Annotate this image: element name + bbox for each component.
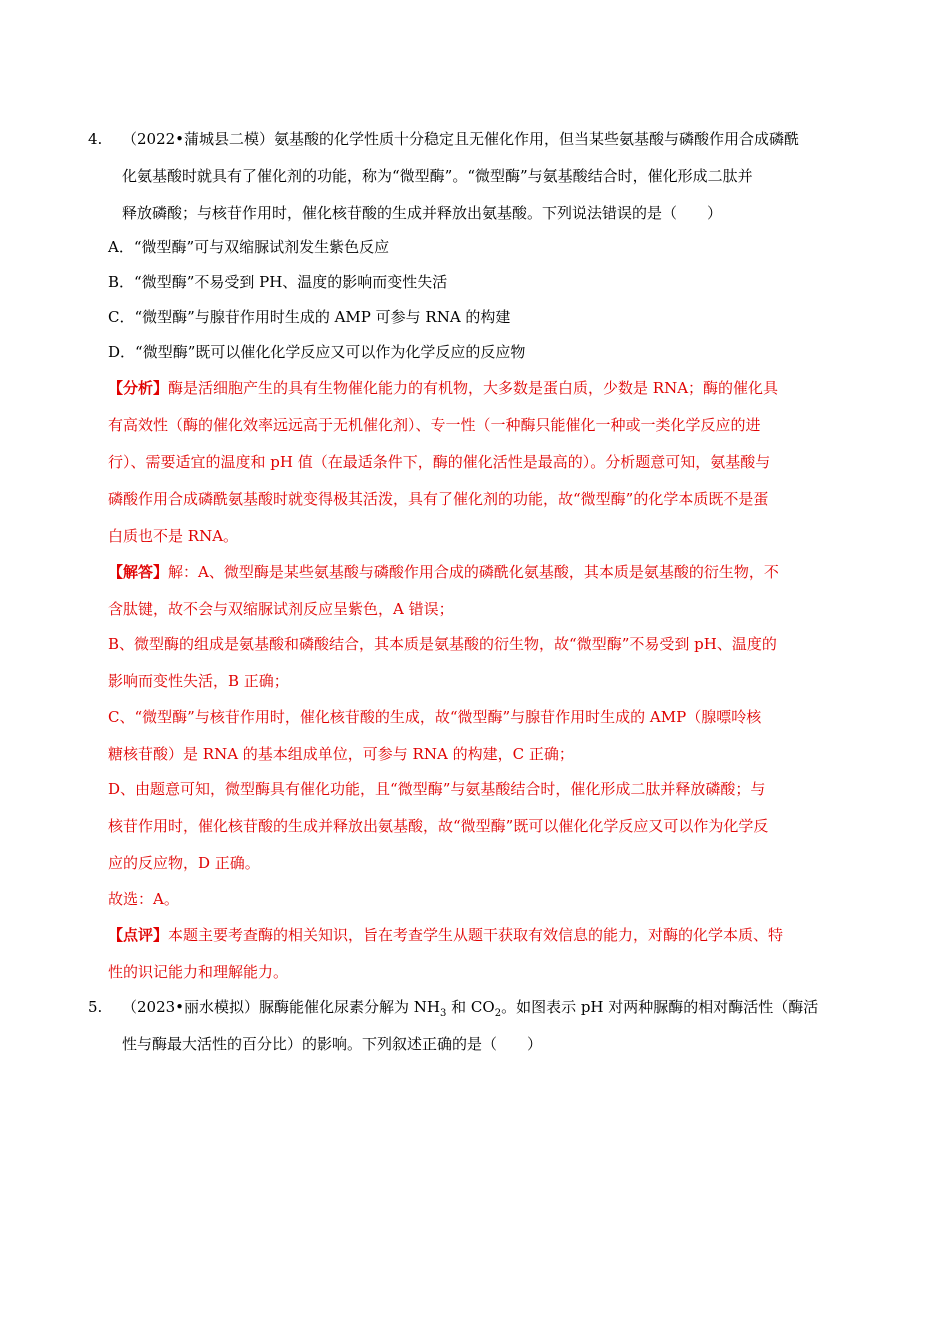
answer-tag: 【解答】 <box>108 563 169 581</box>
question-5-number: 5. <box>88 998 103 1016</box>
answer-choice: 故选：A。 <box>108 890 179 908</box>
option-d: D．“微型酶”既可以催化化学反应又可以作为化学反应的反应物 <box>108 343 526 361</box>
analysis-line-2: 有高效性（酶的催化效率远远高于无机催化剂）、专一性（一种酶只能催化一种或一类化学反应的进 <box>108 416 761 434</box>
question-4-stem-line-1: （2022•蒲城县二模）氨基酸的化学性质十分稳定且无催化作用，但当某些氨基酸与磷酸作用合成磷酰 <box>122 130 800 148</box>
analysis-line-3: 行）、需要适宜的温度和 pH 值（在最适条件下，酶的催化活性是最高的）。分析题意可知，氨基酸与 <box>108 453 771 471</box>
answer-line-5: C、“微型酶”与核苷作用时，催化核苷酸的生成，故“微型酶”与腺苷作用时生成的 AMP（腺嘌呤核 <box>108 708 762 726</box>
answer-line-1: 【解答】解：A、微型酶是某些氨基酸与磷酸作用合成的磷酰化氨基酸，其本质是氨基酸的衍生物，不 <box>108 563 779 581</box>
option-b: B．“微型酶”不易受到 PH、温度的影响而变性失活 <box>108 273 448 291</box>
question-4-stem-line-3: 释放磷酸；与核苷作用时，催化核苷酸的生成并释放出氨基酸。下列说法错误的是（ ） <box>122 204 723 222</box>
analysis-line-1: 【分析】酶是活细胞产生的具有生物催化能力的有机物，大多数是蛋白质，少数是 RNA；酶的催化具 <box>108 379 779 397</box>
answer-line-2: 含肽键，故不会与双缩脲试剂反应呈紫色，A 错误； <box>108 600 454 618</box>
answer-line-6: 糖核苷酸）是 RNA 的基本组成单位，可参与 RNA 的构建，C 正确； <box>108 745 574 763</box>
comment-line-2: 性的识记能力和理解能力。 <box>108 963 289 981</box>
analysis-line-4: 磷酸作用合成磷酰氨基酸时就变得极其活泼，具有了催化剂的功能，故“微型酶”的化学本质既不是蛋 <box>108 490 769 508</box>
answer-line-9: 应的反应物，D 正确。 <box>108 854 260 872</box>
question-5-stem-line-1: （2023•丽水模拟）脲酶能催化尿素分解为 $NH_3$ 和 $CO_2$。如图表示 pH 对两种脲酶的相对酶活性（酶活 <box>122 998 819 1019</box>
answer-line-4: 影响而变性失活，B 正确； <box>108 672 289 690</box>
analysis-line-5: 白质也不是 RNA。 <box>108 527 239 545</box>
question-4-stem-line-2: 化氨基酸时就具有了催化剂的功能，称为“微型酶”。“微型酶”与氨基酸结合时，催化形成二肽并 <box>122 167 753 185</box>
answer-line-3: B、微型酶的组成是氨基酸和磷酸结合，其本质是氨基酸的衍生物，故“微型酶”不易受到 pH、温度的 <box>108 635 777 653</box>
analysis-tag: 【分析】 <box>108 379 169 397</box>
comment-tag: 【点评】 <box>108 926 169 944</box>
answer-line-8: 核苷作用时，催化核苷酸的生成并释放出氨基酸，故“微型酶”既可以催化化学反应又可以作为化学反 <box>108 817 769 835</box>
question-5-stem-line-2: 性与酶最大活性的百分比）的影响。下列叙述正确的是（ ） <box>122 1035 543 1053</box>
comment-line-1: 【点评】本题主要考查酶的相关知识，旨在考查学生从题干获取有效信息的能力，对酶的化学本质、特 <box>108 926 784 944</box>
question-4-number: 4. <box>88 130 103 148</box>
option-c: C．“微型酶”与腺苷作用时生成的 AMP 可参与 RNA 的构建 <box>108 308 511 326</box>
option-a: A．“微型酶”可与双缩脲试剂发生紫色反应 <box>108 238 390 256</box>
answer-line-7: D、由题意可知，微型酶具有催化功能，且“微型酶”与氨基酸结合时，催化形成二肽并释放磷酸；与 <box>108 780 766 798</box>
